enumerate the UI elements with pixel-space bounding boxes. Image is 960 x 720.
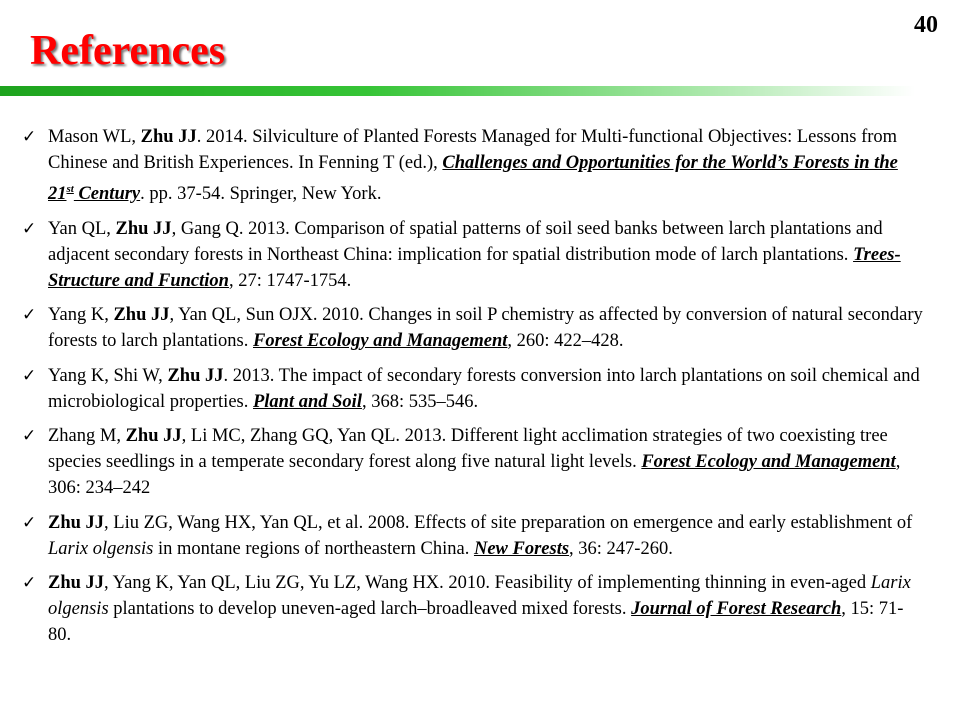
reference-item xyxy=(22,570,942,648)
reference-segment: . 2013. The impact of secondary forests conversion into larch plantations on soil chemical and microbiological properties. xyxy=(48,365,920,412)
author-highlight: Zhu JJ xyxy=(125,426,182,447)
checkmark-icon: ✓ xyxy=(22,305,37,326)
journal-title: Trees-Structure and Function xyxy=(48,244,901,291)
author-highlight: Zhu JJ xyxy=(48,573,105,594)
page-number: 40 xyxy=(914,12,938,38)
reference-text xyxy=(48,510,942,562)
reference-segment: Yang K, Shi W, xyxy=(48,365,168,386)
reference-segment: . pp. 37-54. Springer, New York. xyxy=(140,184,382,205)
journal-title: Plant and Soil xyxy=(252,391,362,412)
reference-text xyxy=(48,363,942,415)
reference-segment: , Liu ZG, Wang HX, Yan QL, et al. 2008. Effects of site preparation on emergence and early establishment of xyxy=(104,512,913,533)
reference-list xyxy=(22,124,942,657)
reference-text xyxy=(48,302,942,354)
reference-segment: . 2014. Silviculture of Planted Forests Managed for Multi-functional Objectives: Lessons from Chinese and British Experiences. In Fenning T (ed.), xyxy=(48,127,898,173)
reference-segment: Zhang M, xyxy=(48,426,126,447)
journal-superscript: st xyxy=(66,183,74,195)
checkmark-icon: ✓ xyxy=(22,218,37,239)
reference-text xyxy=(48,570,942,648)
reference-item xyxy=(22,124,942,207)
reference-segment: Mason WL, xyxy=(48,127,141,147)
checkmark-icon: ✓ xyxy=(22,573,37,594)
reference-item xyxy=(22,423,942,501)
journal-title: Journal of Forest Research xyxy=(631,599,842,620)
title-underline-bar xyxy=(0,86,915,96)
reference-item xyxy=(22,302,942,354)
reference-segment: , Gang Q. 2013. Comparison of spatial patterns of soil seed banks between larch plantations and adjacent secondary forests in Northeast China: implication for spatial distribution mode of larch plantations. xyxy=(48,218,883,265)
author-highlight: Zhu JJ xyxy=(167,365,224,386)
reference-item xyxy=(22,510,942,562)
species-name: Larix olgensis xyxy=(48,538,154,559)
reference-segment: , 368: 535–546. xyxy=(361,391,479,412)
reference-item xyxy=(22,216,942,294)
page-title: References xyxy=(30,28,226,74)
journal-title: Forest Ecology and Management xyxy=(253,331,508,352)
reference-text xyxy=(48,216,942,294)
reference-segment: in montane regions of northeastern China. xyxy=(153,538,474,559)
journal-title: Forest Ecology and Management xyxy=(641,452,896,473)
author-highlight: Zhu JJ xyxy=(113,305,170,326)
reference-segment: , Yang K, Yan QL, Liu ZG, Yu LZ, Wang HX. 2010. Feasibility of implementing thinning in even-aged xyxy=(104,573,871,594)
reference-segment: , 260: 422–428. xyxy=(507,331,624,352)
checkmark-icon: ✓ xyxy=(22,426,37,447)
checkmark-icon: ✓ xyxy=(22,127,37,147)
journal-title: New Forests xyxy=(473,538,570,559)
reference-segment: Yan QL, xyxy=(48,218,116,239)
author-highlight: Zhu JJ xyxy=(115,218,172,239)
reference-segment: , 306: 234–242 xyxy=(48,452,901,499)
author-highlight: Zhu JJ xyxy=(48,512,105,533)
reference-text xyxy=(48,423,942,501)
reference-segment: , 27: 1747-1754. xyxy=(228,270,352,291)
checkmark-icon: ✓ xyxy=(22,512,37,533)
reference-text xyxy=(48,124,942,207)
reference-segment: plantations to develop uneven-aged larch–broadleaved mixed forests. xyxy=(108,599,632,620)
species-name: Larix olgensis xyxy=(48,573,911,620)
journal-title: Challenges and Opportunities for the World’s Forests in the 21 xyxy=(48,153,898,205)
reference-item xyxy=(22,363,942,415)
reference-segment: , 36: 247-260. xyxy=(569,538,673,559)
reference-segment: , Li MC, Zhang GQ, Yan QL. 2013. Different light acclimation strategies of two coexisting tree species seedlings in a temperate secondary forest along five natural light levels. xyxy=(48,426,888,473)
journal-title: Century xyxy=(73,184,141,205)
reference-segment: Yang K, xyxy=(48,305,114,326)
reference-segment: , Yan QL, Sun OJX. 2010. Changes in soil P chemistry as affected by conversion of natural secondary forests to larch plantations. xyxy=(48,305,923,352)
reference-segment: , 15: 71-80. xyxy=(48,599,904,646)
checkmark-icon: ✓ xyxy=(22,365,37,386)
author-highlight: Zhu JJ xyxy=(140,127,197,147)
